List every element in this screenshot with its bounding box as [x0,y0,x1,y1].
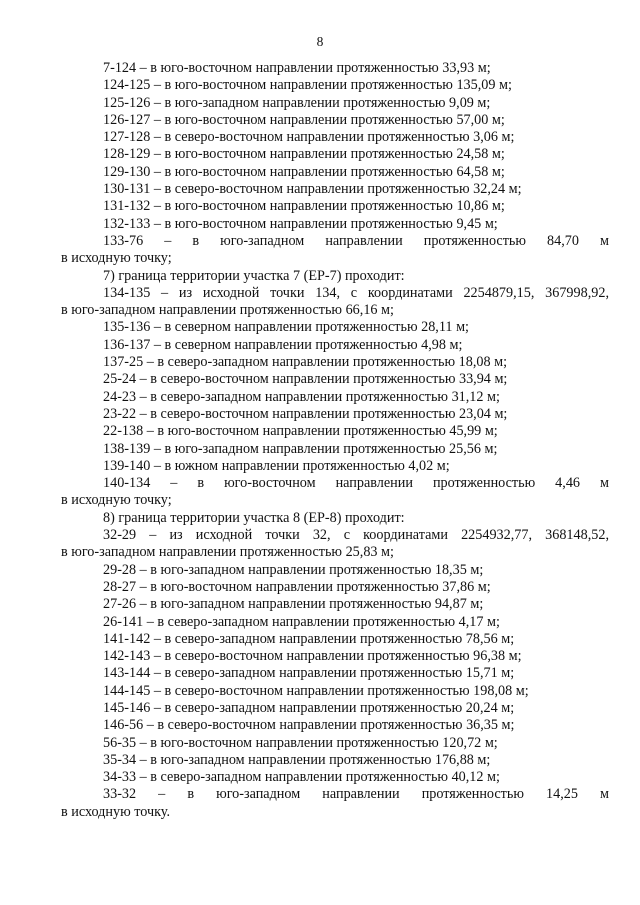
text-line: 29-28 – в юго-западном направлении протяженностью 18,35 м; [103,561,484,578]
text-line: в исходную точку. [61,803,171,820]
text-line: 34-33 – в северо-западном направлении протяженностью 40,12 м; [103,769,500,786]
text-line: 27-26 – в юго-западном направлении протяженностью 94,87 м; [103,596,484,613]
text-line: 144-145 – в северо-восточном направлении протяженностью 198,08 м; [103,682,529,699]
document-body [61,60,609,821]
text-line: 142-143 – в северо-восточном направлении протяженностью 96,38 м; [103,648,522,665]
text-line: 130-131 – в северо-восточном направлении протяженностью 32,24 м; [103,181,522,198]
text-line: в юго-западном направлении протяженностью 66,16 м; [61,302,394,319]
text-line: 28-27 – в юго-восточном направлении протяженностью 37,86 м; [103,578,491,595]
text-line: 26-141 – в северо-западном направлении протяженностью 4,17 м; [103,613,500,630]
text-line: в исходную точку; [61,250,172,267]
text-line: 56-35 – в юго-восточном направлении протяженностью 120,72 м; [103,734,498,751]
text-line: 7) граница территории участка 7 (ЕР-7) проходит: [103,267,405,284]
text-line: 135-136 – в северном направлении протяженностью 28,11 м; [103,319,469,336]
text-line: 133-76 – в юго-западном направлении протяженностью 84,70 м [103,232,609,249]
text-line: 140-134 – в юго-восточном направлении протяженностью 4,46 м [103,475,609,492]
text-line: 134-135 – из исходной точки 134, с координатами 2254879,15, 367998,92, [103,284,609,301]
text-line: 128-129 – в юго-восточном направлении протяженностью 24,58 м; [103,146,505,163]
text-line: 8) граница территории участка 8 (ЕР-8) проходит: [103,509,405,526]
text-line: 137-25 – в северо-западном направлении протяженностью 18,08 м; [103,354,508,371]
text-line: 129-130 – в юго-восточном направлении протяженностью 64,58 м; [103,163,505,180]
text-line: 126-127 – в юго-восточном направлении протяженностью 57,00 м; [103,111,505,128]
text-line: 24-23 – в северо-западном направлении протяженностью 31,12 м; [103,388,500,405]
text-line: 22-138 – в юго-восточном направлении протяженностью 45,99 м; [103,423,498,440]
text-line: 35-34 – в юго-западном направлении протяженностью 176,88 м; [103,751,491,768]
text-line: 7-124 – в юго-восточном направлении протяженностью 33,93 м; [103,60,491,76]
text-line: 33-32 – в юго-западном направлении протяженностью 14,25 м [103,786,609,803]
text-line: 32-29 – из исходной точки 32, с координатами 2254932,77, 368148,52, [103,527,609,544]
text-line: 138-139 – в юго-западном направлении протяженностью 25,56 м; [103,440,498,457]
text-line: в исходную точку; [61,492,172,509]
text-line: в юго-западном направлении протяженностью 25,83 м; [61,544,394,561]
text-line: 125-126 – в юго-западном направлении протяженностью 9,09 м; [103,94,491,111]
text-line: 136-137 – в северном направлении протяженностью 4,98 м; [103,336,463,353]
text-line: 132-133 – в юго-восточном направлении протяженностью 9,45 м; [103,215,498,232]
text-line: 139-140 – в южном направлении протяженностью 4,02 м; [103,457,450,474]
text-line: 131-132 – в юго-восточном направлении протяженностью 10,86 м; [103,198,505,215]
text-line: 141-142 – в северо-западном направлении протяженностью 78,56 м; [103,630,515,647]
text-line: 124-125 – в юго-восточном направлении протяженностью 135,09 м; [103,77,512,94]
text-line: 23-22 – в северо-восточном направлении протяженностью 23,04 м; [103,405,508,422]
text-line: 25-24 – в северо-восточном направлении протяженностью 33,94 м; [103,371,508,388]
text-line: 146-56 – в северо-восточном направлении протяженностью 36,35 м; [103,717,515,734]
text-line: 143-144 – в северо-западном направлении протяженностью 15,71 м; [103,665,515,682]
text-line: 127-128 – в северо-восточном направлении протяженностью 3,06 м; [103,129,515,146]
page-number: 8 [316,34,324,49]
text-line: 145-146 – в северо-западном направлении протяженностью 20,24 м; [103,699,515,716]
